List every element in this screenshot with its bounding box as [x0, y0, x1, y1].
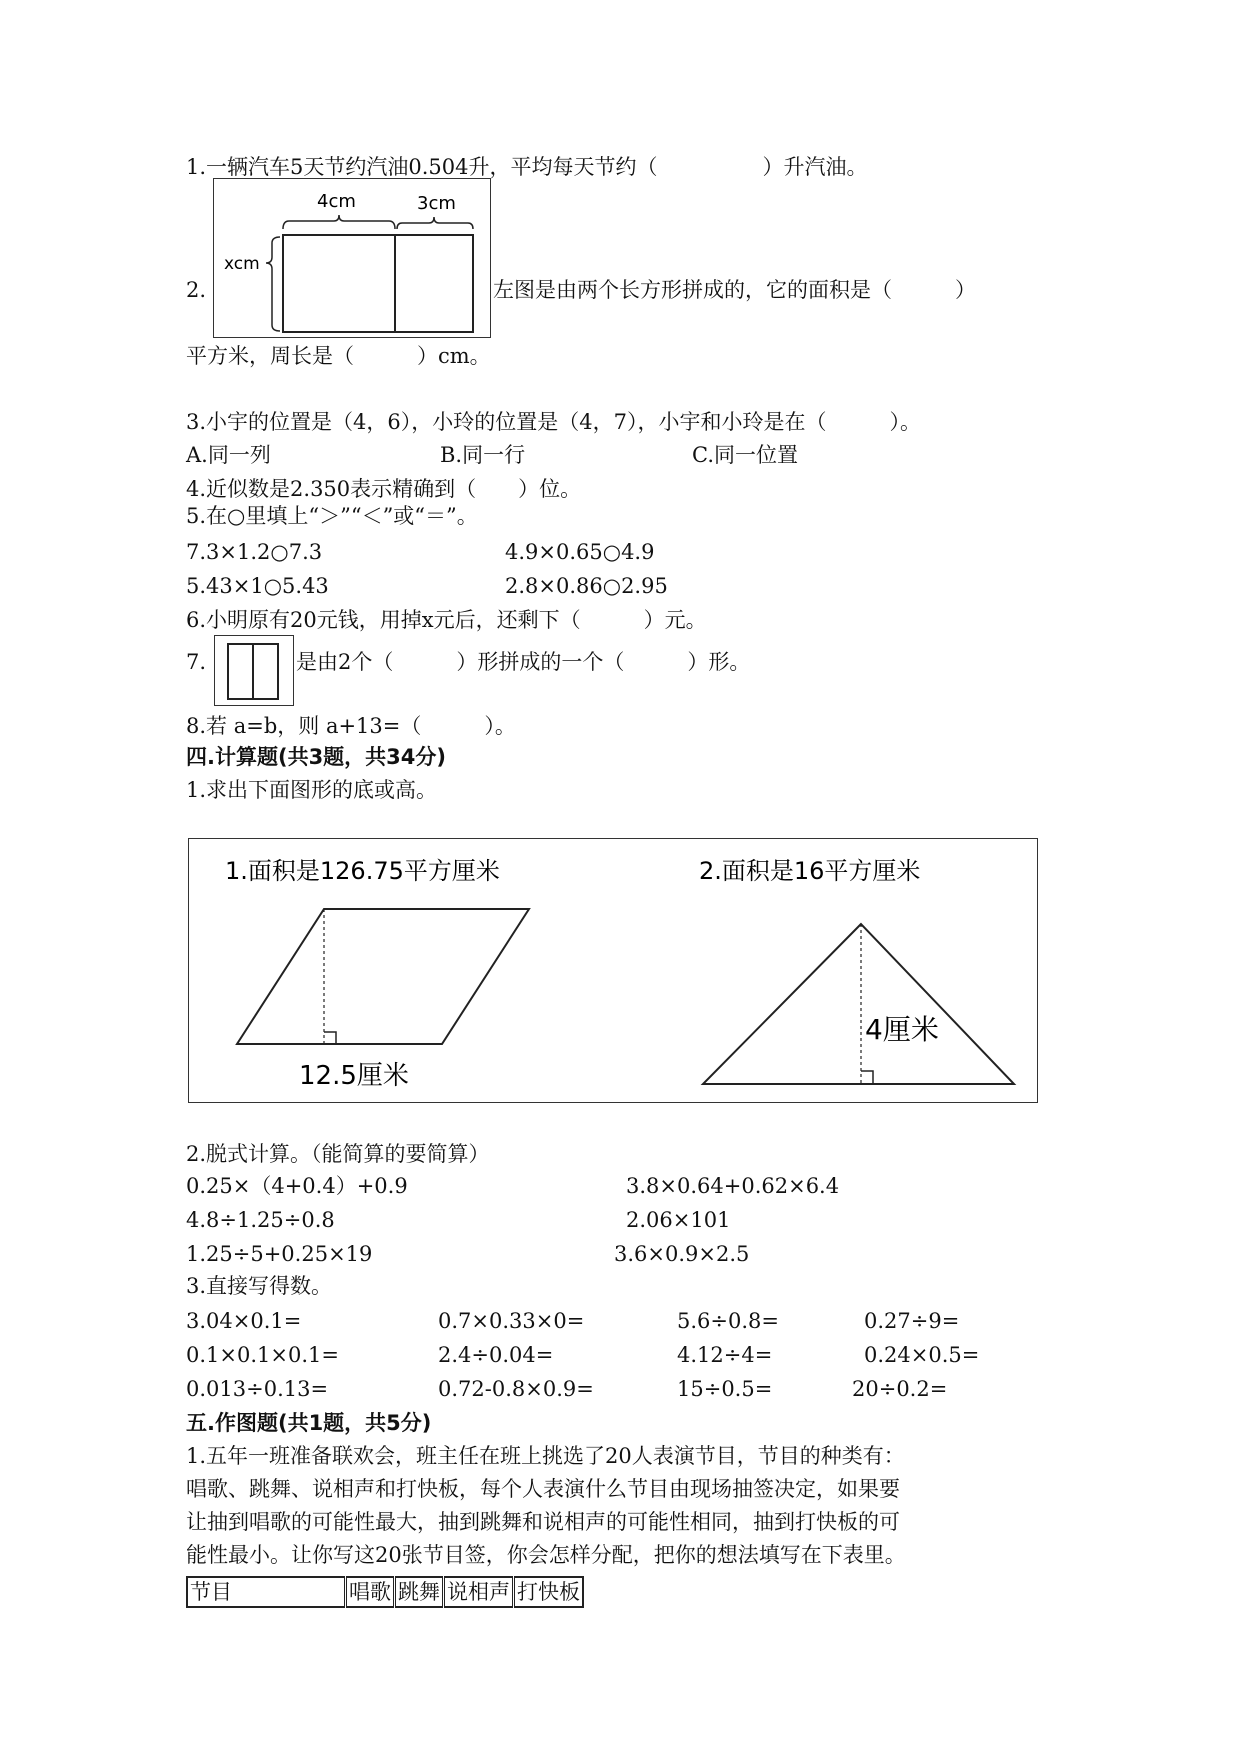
- q3-3-option-c: C.同一位置: [692, 443, 798, 467]
- q3-2-text2: 平方米，周长是（ ）cm。: [186, 344, 491, 368]
- calc-item: 3.6×0.9×2.5: [614, 1242, 750, 1266]
- oral-item: 0.013÷0.13=: [186, 1377, 329, 1401]
- two-rectangles-square: [215, 636, 292, 704]
- calc-item: 0.25×（4+0.4）+0.9: [186, 1174, 408, 1198]
- q3-5-item: 5.43×1○5.43: [186, 574, 329, 598]
- table-cell-dancing: 跳舞: [395, 1577, 444, 1607]
- calc-item: 2.06×101: [626, 1208, 731, 1232]
- q3-6: 6.小明原有20元钱，用掉x元后，还剩下（ ）元。: [186, 608, 707, 632]
- oral-item: 5.6÷0.8=: [677, 1309, 779, 1333]
- oral-item: 0.72-0.8×0.9=: [438, 1377, 594, 1401]
- q3-1: 1.一辆汽车5天节约汽油0.504升，平均每天节约（ ）升汽油。: [186, 155, 868, 179]
- label-xcm: xcm: [224, 254, 260, 274]
- calc-item: 4.8÷1.25÷0.8: [186, 1208, 335, 1232]
- s5-q1-line: 1.五年一班准备联欢会，班主任在班上挑选了20人表演节目，节目的种类有：: [186, 1444, 905, 1468]
- q3-5: 5.在○里填上“＞”“＜”或“＝”。: [186, 504, 478, 528]
- triangle-caption: 2.面积是16平方厘米: [699, 857, 921, 885]
- table-row: [187, 1577, 583, 1607]
- oral-item: 2.4÷0.04=: [438, 1343, 554, 1367]
- rectangles-diagram: [214, 179, 489, 336]
- section-4-heading: 四.计算题(共3题，共34分): [186, 745, 447, 769]
- geometry-figure: [188, 838, 1038, 1103]
- s5-q1-line: 让抽到唱歌的可能性最大，抽到跳舞和说相声的可能性相同，抽到打快板的可: [186, 1510, 900, 1534]
- table-cell-crosstalk: 说相声: [444, 1577, 514, 1607]
- section-5-heading: 五.作图题(共1题，共5分): [186, 1411, 432, 1435]
- brace-3cm: [397, 217, 473, 229]
- triangle-height-label: 4厘米: [865, 1013, 939, 1046]
- oral-item: 3.04×0.1=: [186, 1309, 302, 1333]
- q3-7-prefix: 7.: [186, 650, 207, 674]
- label-3cm: 3cm: [417, 193, 456, 214]
- triangle: [703, 924, 1014, 1084]
- parallelogram: [237, 909, 529, 1044]
- s5-q1-line: 唱歌、跳舞、说相声和打快板，每个人表演什么节目由现场抽签决定，如果要: [186, 1477, 900, 1501]
- q3-3-option-a: A.同一列: [186, 443, 271, 467]
- s5-q1-line: 能性最小。让你写这20张节目签，你会怎样分配，把你的想法填写在下表里。: [186, 1543, 906, 1567]
- table-cell-singing: 唱歌: [346, 1577, 395, 1607]
- table-cell-kuaiban: 打快板: [514, 1577, 584, 1607]
- oral-item: 0.7×0.33×0=: [438, 1309, 585, 1333]
- q3-2-prefix: 2.: [186, 278, 207, 302]
- rectangles-figure: [213, 178, 491, 338]
- geometry-diagram: [189, 839, 1036, 1101]
- q3-5-item: 7.3×1.2○7.3: [186, 540, 323, 564]
- calc-item: 1.25÷5+0.25×19: [186, 1242, 373, 1266]
- brace-xcm: [266, 237, 280, 331]
- q3-2-text: 左图是由两个长方形拼成的，它的面积是（ ）: [493, 278, 976, 302]
- left-rectangle: [283, 235, 395, 332]
- right-rectangle: [395, 235, 473, 332]
- s4-q3: 3.直接写得数。: [186, 1274, 333, 1298]
- q3-4: 4.近似数是2.350表示精确到（ ）位。: [186, 477, 582, 501]
- q3-5-item: 2.8×0.86○2.95: [505, 574, 668, 598]
- right-angle-mark: [324, 1032, 336, 1044]
- oral-item: 0.27÷9=: [864, 1309, 960, 1333]
- q3-3: 3.小宇的位置是（4，6），小玲的位置是（4，7），小宇和小玲是在（ ）。: [186, 410, 921, 434]
- q3-5-item: 4.9×0.65○4.9: [505, 540, 655, 564]
- q3-3-option-b: B.同一行: [440, 443, 526, 467]
- calc-item: 3.8×0.64+0.62×6.4: [626, 1174, 840, 1198]
- label-4cm: 4cm: [317, 191, 356, 212]
- oral-item: 20÷0.2=: [852, 1377, 948, 1401]
- s4-q2: 2.脱式计算。（能简算的要简算）: [186, 1142, 490, 1166]
- q3-7-text: 是由2个（ ）形拼成的一个（ ）形。: [296, 650, 751, 674]
- q3-8: 8.若 a=b，则 a+13=（ ）。: [186, 714, 516, 738]
- parallelogram-base-label: 12.5厘米: [299, 1061, 409, 1091]
- right-angle-mark: [861, 1071, 873, 1084]
- oral-item: 0.24×0.5=: [864, 1343, 980, 1367]
- s4-q1: 1.求出下面图形的底或高。: [186, 778, 438, 802]
- brace-4cm: [283, 215, 395, 229]
- oral-item: 0.1×0.1×0.1=: [186, 1343, 339, 1367]
- oral-item: 4.12÷4=: [677, 1343, 773, 1367]
- square-figure: [214, 635, 294, 706]
- oral-item: 15÷0.5=: [677, 1377, 773, 1401]
- parallelogram-caption: 1.面积是126.75平方厘米: [225, 857, 500, 885]
- table-cell-program: 节目: [190, 1580, 232, 1604]
- program-table: [186, 1576, 584, 1608]
